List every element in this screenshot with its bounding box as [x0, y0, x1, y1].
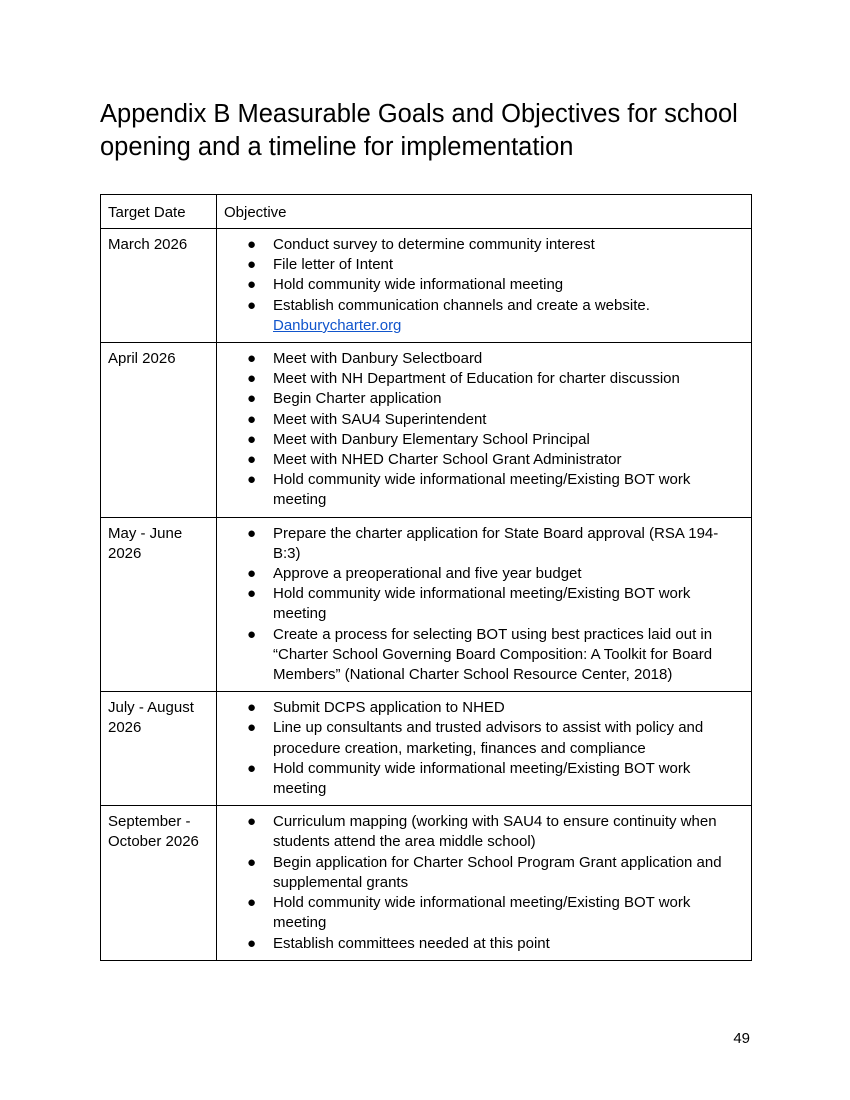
list-item: [247, 853, 739, 893]
website-link[interactable]: Danburycharter.org: [273, 316, 402, 334]
list-item: [247, 410, 739, 430]
objective-text: Meet with NHED Charter School Grant Administrator: [273, 451, 622, 469]
objective-text: Meet with SAU4 Superintendent: [273, 410, 487, 428]
objective-text: Hold community wide informational meeting/Existing BOT work meeting: [273, 471, 691, 509]
bullet-icon: ●: [247, 451, 257, 469]
bullet-icon: ●: [247, 296, 257, 314]
objective-cell: [217, 806, 752, 960]
page-title: Appendix B Measurable Goals and Objectives for school opening and a timeline for implementation: [100, 100, 738, 161]
objective-text: Begin application for Charter School Program Grant application and supplemental grants: [273, 853, 722, 891]
bullet-icon: ●: [247, 370, 257, 388]
table-header-row: [101, 195, 752, 229]
objective-list: [217, 235, 739, 336]
list-item: [247, 934, 739, 954]
list-item: [247, 450, 739, 470]
objective-text: Hold community wide informational meeting/Existing BOT work meeting: [273, 759, 691, 798]
objective-text: Curriculum mapping (working with SAU4 to ensure continuity when students attend the area middle school): [273, 813, 717, 851]
list-item: [247, 812, 739, 852]
objective-cell: [217, 343, 752, 518]
bullet-icon: ●: [247, 759, 257, 777]
list-item: [247, 584, 739, 624]
bullet-icon: ●: [247, 350, 257, 368]
bullet-icon: ●: [247, 853, 257, 871]
objective-cell: [217, 692, 752, 806]
objective-text: Approve a preoperational and five year budget: [273, 565, 582, 583]
bullet-icon: ●: [247, 699, 257, 717]
goals-timeline-table: [100, 194, 752, 961]
table-row: [101, 692, 752, 806]
objective-text: Submit DCPS application to NHED: [273, 699, 505, 717]
objective-text: Conduct survey to determine community interest: [273, 236, 595, 253]
objective-cell: [217, 517, 752, 692]
bullet-icon: ●: [247, 894, 257, 912]
objective-text: Establish committees needed at this point: [273, 934, 550, 952]
objective-list: [217, 698, 739, 799]
bullet-icon: ●: [247, 934, 257, 952]
list-item: [247, 564, 739, 584]
list-item: [247, 625, 739, 686]
target-date: March 2026: [108, 236, 188, 253]
bullet-icon: ●: [247, 625, 257, 643]
objective-text: Line up consultants and trusted advisors to assist with policy and procedure creation, marketing, finances and compliance: [273, 719, 704, 757]
header-cell-objective: [217, 195, 752, 229]
objective-text: Meet with Danbury Selectboard: [273, 350, 483, 368]
list-item: [247, 759, 739, 799]
objective-text: Create a process for selecting BOT using best practices laid out in “Charter School Governing Board Composition: A Toolkit for Board Members” (National Charter School Resource Center, 2018): [273, 625, 713, 684]
list-item: [247, 235, 739, 255]
target-date-cell: [101, 517, 217, 692]
bullet-icon: ●: [247, 390, 257, 408]
bullet-icon: ●: [247, 256, 257, 274]
bullet-icon: ●: [247, 276, 257, 294]
table-row: [101, 806, 752, 960]
list-item: [247, 430, 739, 450]
bullet-icon: ●: [247, 565, 257, 583]
list-item: [247, 349, 739, 369]
bullet-icon: ●: [247, 813, 257, 831]
objective-cell: [217, 229, 752, 343]
objective-list: [217, 349, 739, 511]
objective-text: Prepare the charter application for State Board approval (RSA 194-B:3): [273, 524, 719, 562]
bullet-icon: ●: [247, 236, 257, 253]
objective-list: [217, 524, 739, 686]
objective-text: Hold community wide informational meeting/Existing BOT work meeting: [273, 894, 691, 932]
page-number: 49: [733, 1030, 750, 1047]
list-item: [247, 255, 739, 275]
list-item: [247, 296, 739, 336]
list-item: [247, 893, 739, 933]
table-row: [101, 343, 752, 518]
objective-text: Meet with NH Department of Education for charter discussion: [273, 370, 680, 388]
target-date: May - June 2026: [108, 524, 183, 562]
list-item: [247, 389, 739, 409]
table-row: [101, 229, 752, 343]
list-item: [247, 470, 739, 510]
bullet-icon: ●: [247, 471, 257, 489]
objective-text: Establish communication channels and create a website.: [273, 296, 650, 314]
bullet-icon: ●: [247, 719, 257, 737]
list-item: [247, 524, 739, 564]
header-target-date: Target Date: [108, 204, 186, 221]
bullet-icon: ●: [247, 524, 257, 542]
target-date: July - August 2026: [108, 699, 194, 737]
target-date-cell: [101, 343, 217, 518]
target-date: September - October 2026: [108, 813, 199, 851]
objective-list: [217, 812, 739, 953]
list-item: [247, 369, 739, 389]
objective-text: Hold community wide informational meeting/Existing BOT work meeting: [273, 585, 691, 623]
objective-text: Begin Charter application: [273, 390, 442, 408]
target-date-cell: [101, 806, 217, 960]
bullet-icon: ●: [247, 430, 257, 448]
objective-text: Hold community wide informational meeting: [273, 276, 564, 294]
list-item: [247, 718, 739, 758]
header-cell-target-date: [101, 195, 217, 229]
objective-text: Meet with Danbury Elementary School Principal: [273, 430, 590, 448]
target-date-cell: [101, 229, 217, 343]
bullet-icon: ●: [247, 585, 257, 603]
target-date-cell: [101, 692, 217, 806]
header-objective: Objective: [224, 204, 287, 221]
table-row: [101, 517, 752, 692]
objective-text: File letter of Intent: [273, 256, 394, 274]
target-date: April 2026: [108, 350, 176, 368]
list-item: [247, 698, 739, 718]
list-item: [247, 275, 739, 295]
bullet-icon: ●: [247, 410, 257, 428]
